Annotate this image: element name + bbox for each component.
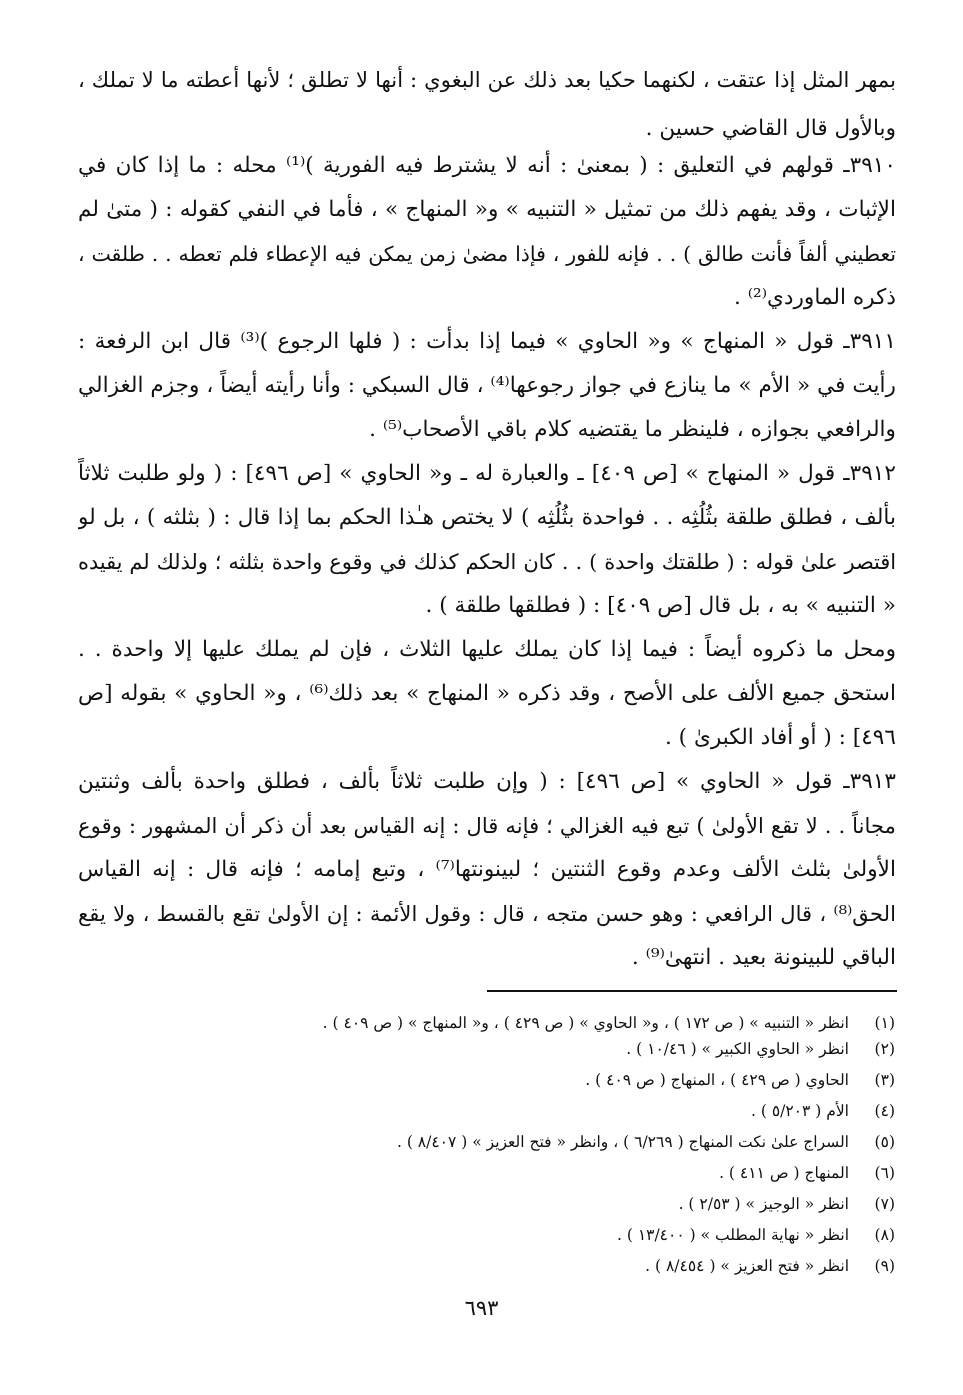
body-line: ٣٩١٢ـ قول « المنهاج » [ص ٤٠٩] ـ والعبارة له ـ و« الحاوي » [ص ٤٩٦] : ( ولو طلبت ثلاثاً bbox=[78, 461, 896, 486]
footnote-number: (٢) bbox=[874, 1040, 895, 1058]
body-line: الباقي للبينونة بعيد . انتهىٰ⁽⁹⁾ . bbox=[631, 945, 896, 970]
footnote bbox=[195, 1253, 895, 1279]
body-line: استحق جميع الألف على الأصح ، وقد ذكره « المنهاج » بعد ذلك⁽⁶⁾ ، و« الحاوي » بقوله [ص bbox=[78, 681, 896, 706]
footnote bbox=[195, 1067, 895, 1093]
footnote-text: انظر « فتح العزيز » ( ٨/٤٥٤ ) . bbox=[645, 1257, 849, 1275]
body-line: تعطيني ألفاً فأنت طالق ) . . فإنه للفور ، فإذا مضىٰ زمن يمكن فيه الإعطاء فلم تعطه . . طلقت ، bbox=[78, 242, 896, 266]
footnote-separator bbox=[487, 990, 897, 992]
footnote-text: انظر « التنبيه » ( ص ١٧٢ ) ، و« الحاوي » ( ص ٤٢٩ ) ، و« المنهاج » ( ص ٤٠٩ ) . bbox=[322, 1014, 849, 1032]
body-line: وبالأول قال القاضي حسين . bbox=[645, 116, 896, 141]
footnote-number: (٤) bbox=[874, 1102, 895, 1120]
body-line: ٤٩٦] : ( أو أفاد الكبرىٰ ) . bbox=[664, 725, 896, 750]
footnote bbox=[195, 1036, 895, 1062]
footnote-number: (٩) bbox=[874, 1257, 895, 1275]
footnote-number: (٥) bbox=[874, 1133, 895, 1151]
body-line: الإثبات ، وقد يفهم ذلك من تمثيل « التنبيه » و« المنهاج » ، فأما في النفي كقوله : ( متىٰ لم bbox=[78, 197, 896, 222]
footnote bbox=[195, 1010, 895, 1036]
footnote-text: المنهاج ( ص ٤١١ ) . bbox=[719, 1164, 849, 1182]
footnote-number: (٣) bbox=[874, 1071, 895, 1089]
footnote-text: انظر « الوجيز » ( ٢/٥٣ ) . bbox=[678, 1195, 849, 1213]
body-line: « التنبيه » به ، بل قال [ص ٤٠٩] : ( فطلقها طلقة ) . bbox=[425, 593, 896, 618]
body-line: ٣٩١٠ـ قولهم في التعليق : ( بمعنىٰ : أنه لا يشترط فيه الفورية )⁽¹⁾ محله : ما إذا كان في bbox=[78, 153, 896, 178]
footnote-text: انظر « نهاية المطلب » ( ١٣/٤٠٠ ) . bbox=[616, 1226, 849, 1244]
page-number: ٦٩٣ bbox=[464, 1296, 499, 1320]
body-line: والرافعي بجوازه ، فلينظر ما يقتضيه كلام باقي الأصحاب⁽⁵⁾ . bbox=[369, 417, 896, 442]
footnote-text: الأم ( ٥/٢٠٣ ) . bbox=[750, 1102, 849, 1120]
body-line: الأولىٰ بثلث الألف وعدم وقوع الثنتين ؛ لبينونتها⁽⁷⁾ ، وتبع إمامه ؛ فإنه قال : إنه القياس bbox=[78, 857, 896, 882]
footnote-text: الحاوي ( ص ٤٢٩ ) ، المنهاج ( ص ٤٠٩ ) . bbox=[585, 1071, 849, 1089]
footnote bbox=[195, 1160, 895, 1186]
body-line: ذكره الماوردي⁽²⁾ . bbox=[733, 285, 896, 310]
body-line: ومحل ما ذكروه أيضاً : فيما إذا كان يملك عليها الثلاث ، فإن لم يملك عليها إلا واحدة . . bbox=[78, 637, 896, 662]
body-line: رأيت في « الأم » ما ينازع في جواز رجوعها⁽⁴⁾ ، قال السبكي : وأنا رأيته أيضاً ، وجزم الغزالي bbox=[78, 373, 896, 398]
body-line: ٣٩١٣ـ قول « الحاوي » [ص ٤٩٦] : ( وإن طلبت ثلاثاً بألف ، فطلق واحدة بألف وثنتين bbox=[78, 769, 896, 794]
body-line: الحق⁽⁸⁾ ، قال الرافعي : وهو حسن متجه ، قال : وقول الأئمة : إن الأولىٰ تقع بالقسط ، ولا يقع bbox=[78, 901, 896, 926]
footnote-number: (٦) bbox=[874, 1164, 895, 1182]
body-line: بألف ، فطلق طلقة بثُلُثِه . . فواحدة بثُلُثِه ) لا يختص هـٰذا الحكم بما إذا قال : ( بثلثه ) ، بل لو bbox=[78, 505, 896, 530]
footnote bbox=[195, 1191, 895, 1217]
footnote bbox=[195, 1129, 895, 1155]
footnote bbox=[195, 1098, 895, 1124]
footnote-number: (٨) bbox=[874, 1226, 895, 1244]
footnote bbox=[195, 1222, 895, 1248]
footnote-number: (٧) bbox=[874, 1195, 895, 1213]
body-line: اقتصر علىٰ قوله : ( طلقتك واحدة ) . . كان الحكم كذلك في وقوع واحدة بثلثه ؛ ولذلك لم يقيده bbox=[78, 550, 896, 574]
footnote-text: السراج علىٰ نكت المنهاج ( ٦/٢٦٩ ) ، وانظر « فتح العزيز » ( ٨/٤٠٧ ) . bbox=[396, 1133, 849, 1151]
body-line: بمهر المثل إذا عتقت ، لكنهما حكيا بعد ذلك عن البغوي : أنها لا تطلق ؛ لأنها أعطته ما لا تملك ، bbox=[78, 67, 896, 92]
footnote-number: (١) bbox=[874, 1014, 895, 1032]
footnote-text: انظر « الحاوي الكبير » ( ١٠/٤٦ ) . bbox=[626, 1040, 849, 1058]
body-line: مجاناً . . لا تقع الأولىٰ ) تبع فيه الغزالي ؛ فإنه قال : إنه القياس بعد أن ذكر أن المشهور : وقوع bbox=[78, 813, 896, 838]
body-line: ٣٩١١ـ قول « المنهاج » و« الحاوي » فيما إذا بدأت : ( فلها الرجوع )⁽³⁾ قال ابن الرفعة : bbox=[78, 329, 896, 354]
